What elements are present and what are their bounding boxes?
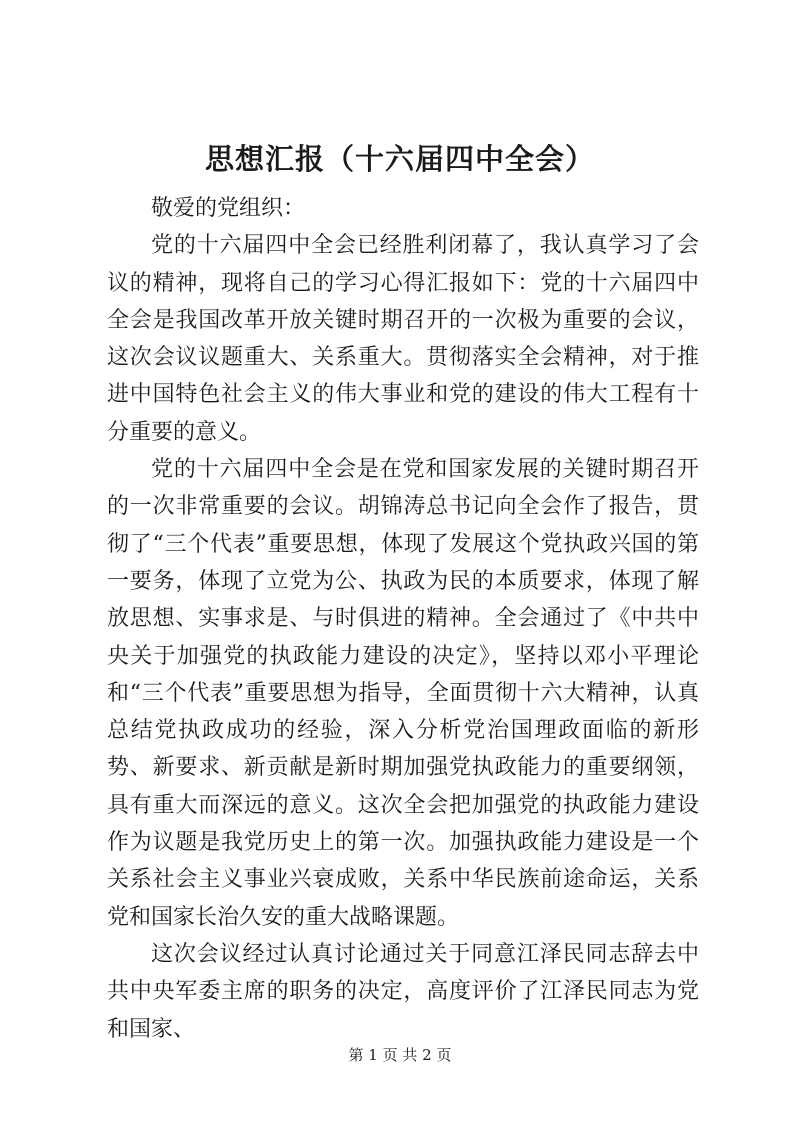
paragraph: 党的十六届四中全会是在党和国家发展的关键时期召开的一次非常重要的会议。胡锦涛总书记向全会作了报告，贯彻了“三个代表”重要思想，体现了发展这个党执政兴国的第一要务，体现了立党为公、执政为民的本质要求，体现了解放思想、实事求是、与时俱进的精神。全会通过了《中共中央关于加强党的执政能力建设的决定》，坚持以邓小平理论和“三个代表”重要思想为指导，全面贯彻十六大精神，认真总结党执政成功的经验，深入分析党治国理政面临的新形势、新要求、新贡献是新时期加强党执政能力的重要纲领，具有重大而深远的意义。这次全会把加强党的执政能力建设作为议题是我党历史上的第一次。加强执政能力建设是一个关系社会主义事业兴衰成败，关系中华民族前途命运，关系党和国家长治久安的重大战略课题。	[107, 457, 699, 930]
page-footer: 第 1 页 共 2 页	[348, 1046, 452, 1064]
document-body	[107, 190, 699, 1048]
paragraph: 党的十六届四中全会已经胜利闭幕了，我认真学习了会议的精神，现将自己的学习心得汇报如下：党的十六届四中全会是我国改革开放关键时期召开的一次极为重要的会议，这次会议议题重大、关系重大。贯彻落实全会精神，对于推进中国特色社会主义的伟大事业和党的建设的伟大工程有十分重要的意义。	[107, 233, 699, 445]
salutation: 敬爱的党组织：	[151, 196, 306, 221]
paragraph: 这次会议经过认真讨论通过关于同意江泽民同志辞去中共中央军委主席的职务的决定，高度评价了江泽民同志为党和国家、	[107, 941, 699, 1042]
document-title: 思想汇报（十六届四中全会）	[204, 142, 595, 176]
